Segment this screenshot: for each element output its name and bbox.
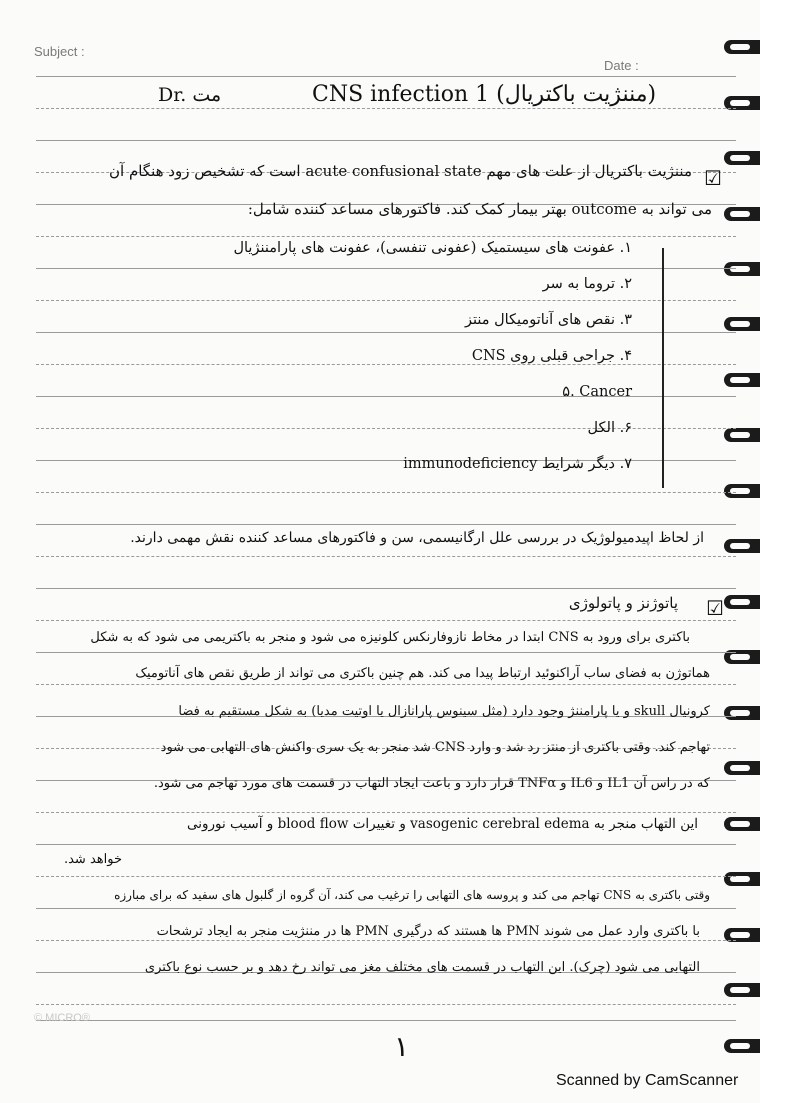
spiral-ring — [724, 207, 760, 221]
ruled-line — [36, 76, 736, 77]
ruled-line — [36, 940, 736, 941]
ruled-line — [36, 844, 736, 845]
ruled-line — [36, 236, 736, 237]
ruled-line — [36, 524, 736, 525]
list-item: ۷. دیگر شرایط immunodeficiency — [403, 456, 632, 472]
body-line: این التهاب منجر به vasogenic cerebral edema و تغییرات blood flow و آسیب نورونی — [186, 816, 698, 832]
body-line: کرونیال skull و یا پارامننژ وجود دارد (مثل سینوس پارانازال یا اوتیت مدیا) به شکل مستقیم به فضا — [178, 704, 710, 719]
ruled-line — [36, 876, 736, 877]
list-item: ۶. الکل — [587, 420, 632, 436]
title-doctor: Dr. مت — [158, 84, 222, 106]
checkbox-checked-icon: ☑ — [706, 596, 724, 620]
body-line: هماتوژن به فضای ساب آراکنوئید ارتباط پیدا می کند. هم چنین باکتری می تواند از طریق نقص های آناتومیک — [135, 666, 710, 681]
section-heading: پاتوژنز و پاتولوژی — [568, 594, 678, 612]
spiral-ring — [724, 817, 760, 831]
page-title: CNS infection 1 (مننژیت باکتریال) — [312, 82, 657, 107]
body-line: باکتری برای ورود به CNS ابتدا در مخاط نازوفارنکس کلونیزه می شود و منجر به باکتریمی می شود که به شکل — [90, 630, 690, 645]
ruled-line — [36, 652, 736, 653]
ruled-line — [36, 1004, 736, 1005]
ruled-line — [36, 332, 736, 333]
spiral-ring — [724, 1039, 760, 1053]
body-line: که در راس آن IL1 و IL6 و TNFα قرار دارد و باعث ایجاد التهاب در قسمت های مورد تهاجم می شود. — [153, 776, 710, 791]
spiral-ring — [724, 595, 760, 609]
ruled-line — [36, 588, 736, 589]
spiral-ring — [724, 983, 760, 997]
ruled-line — [36, 268, 736, 269]
list-item: ۳. نقص های آناتومیکال منتز — [464, 312, 632, 328]
ruled-line — [36, 812, 736, 813]
intro-line: می تواند به outcome بهتر بیمار کمک کند. فاکتورهای مساعد کننده شامل: — [247, 200, 712, 218]
spiral-ring — [724, 761, 760, 775]
ruled-line — [36, 140, 736, 141]
ruled-line — [36, 1020, 736, 1021]
ruled-line — [36, 492, 736, 493]
spiral-ring — [724, 428, 760, 442]
subject-label: Subject : — [34, 44, 85, 59]
ruled-line — [36, 908, 736, 909]
list-item: ۴. جراحی قبلی روی CNS — [471, 348, 632, 364]
intro-line: مننژیت باکتریال از علت های مهم acute confusional state است که تشخیص زود هنگام آن — [109, 162, 692, 180]
scanner-watermark: Scanned by CamScanner — [556, 1072, 739, 1089]
spiral-ring — [724, 706, 760, 720]
ruled-line — [36, 364, 736, 365]
spiral-ring — [724, 872, 760, 886]
body-line: التهابی می شود (چرک). این التهاب در قسمت های مختلف مغز می تواند رخ دهد و بر حسب نوع باکتری — [144, 960, 700, 975]
date-label: Date : — [604, 58, 639, 73]
spiral-ring — [724, 151, 760, 165]
spiral-ring — [724, 40, 760, 54]
body-line: وقتی باکتری به CNS تهاجم می کند و پروسه های التهابی را ترغیب می کند، آن گروه از گلبول های سفید که برای مبارزه — [114, 888, 710, 902]
list-bracket — [658, 248, 664, 488]
spiral-ring — [724, 262, 760, 276]
notebook-logo: © MICRO® — [34, 1012, 90, 1024]
ruled-line — [36, 300, 736, 301]
spiral-ring — [724, 373, 760, 387]
list-item: ۱. عفونت های سیستمیک (عفونی تنفسی)، عفونت های پارامننژیال — [233, 240, 632, 256]
ruled-line — [36, 108, 736, 109]
body-line: خواهد شد. — [63, 852, 122, 867]
page-number: ۱ — [394, 1030, 410, 1063]
epidemiology-note: از لحاظ اپیدمیولوژیک در بررسی علل ارگانیسمی، سن و فاکتورهای مساعد کننده نقش مهمی دارند. — [130, 530, 704, 546]
list-item: ۲. تروما به سر — [542, 276, 632, 292]
spiral-ring — [724, 317, 760, 331]
list-item: ۵. Cancer — [562, 384, 632, 400]
checkbox-checked-icon: ☑ — [704, 166, 722, 190]
spiral-ring — [724, 484, 760, 498]
body-line: با باکتری وارد عمل می شوند PMN ها هستند که درگیری PMN ها در مننژیت منجر به ایجاد ترشحات — [156, 924, 700, 939]
ruled-line — [36, 556, 736, 557]
body-line: تهاجم کند. وقتی باکتری از منتز رد شد و وارد CNS شد منجر به یک سری واکنش های التهابی می شود — [160, 740, 710, 755]
ruled-line — [36, 684, 736, 685]
ruled-line — [36, 620, 736, 621]
spiral-ring — [724, 539, 760, 553]
